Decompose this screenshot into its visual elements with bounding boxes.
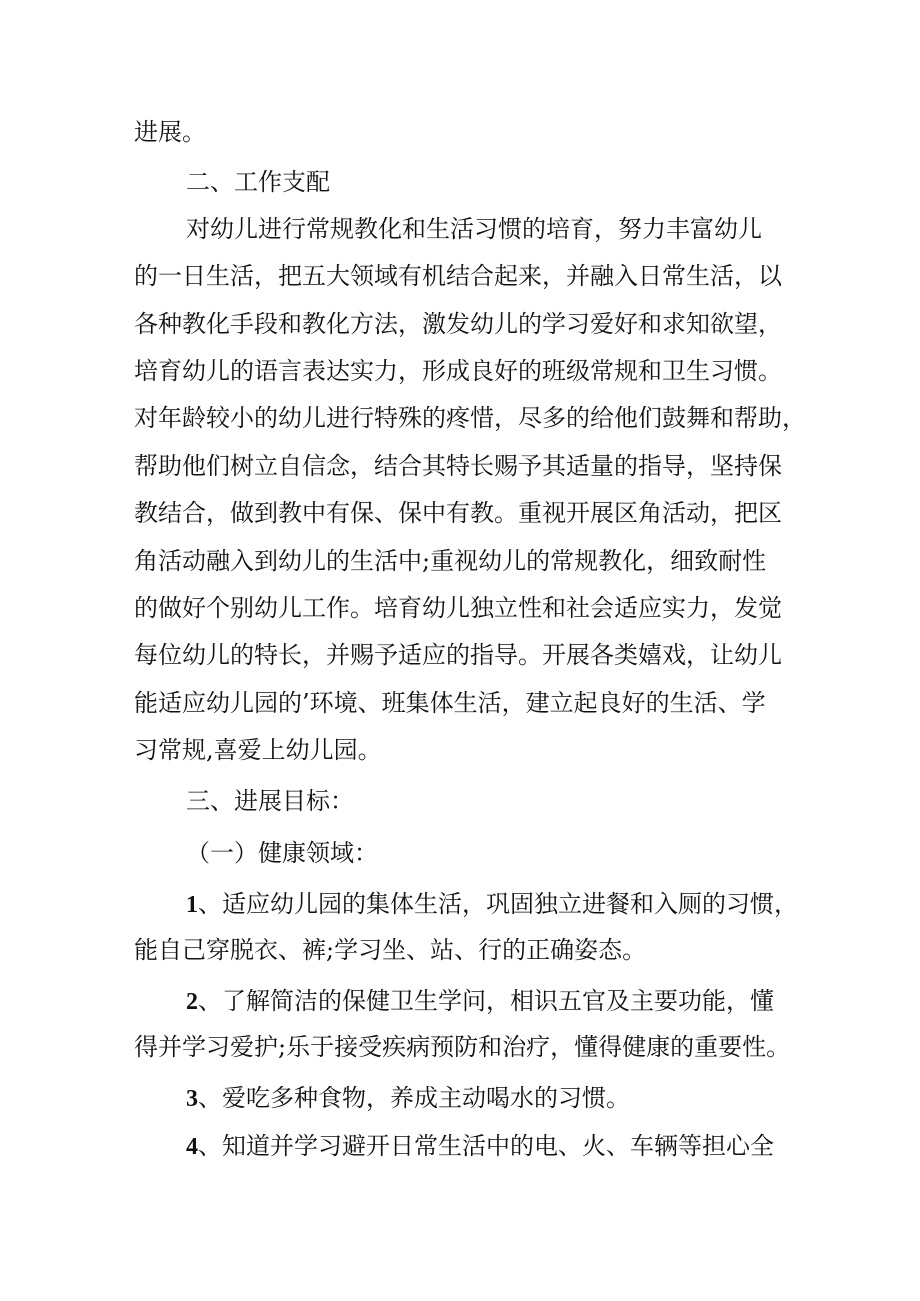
- list-item: [186, 986, 774, 1017]
- list-item-continuation: 能自己穿脱衣、裤;学习坐、站、行的正确姿态。: [134, 936, 647, 964]
- text-line: 的一日生活，把五大领域有机结合起来，并融入日常生活，以: [134, 262, 782, 290]
- item-number: 2: [186, 989, 198, 1015]
- text-line: 帮助他们树立自信念，结合其特长赐予其适量的指导，坚持保: [134, 452, 782, 480]
- text-line: 对年龄较小的幼儿进行特殊的疼惜，尽多的给他们鼓舞和帮助，: [134, 404, 806, 432]
- text-line: 习常规,喜爱上幼儿园。: [134, 736, 382, 764]
- list-item: [186, 1083, 630, 1114]
- text-line: 培育幼儿的语言表达实力，形成良好的班级常规和卫生习惯。: [134, 357, 782, 385]
- text-line: 对幼儿进行常规教化和生活习惯的培育，努力丰富幼儿: [186, 215, 762, 243]
- item-text: 、了解简洁的保健卫生学问，相识五官及主要功能，懂: [198, 987, 774, 1015]
- text-line: 各种教化手段和教化方法，激发幼儿的学习爱好和求知欲望，: [134, 310, 782, 338]
- item-number: 1: [186, 892, 198, 918]
- list-item-continuation: 得并学习爱护;乐于接受疾病预防和治疗，懂得健康的重要性。: [134, 1033, 791, 1061]
- section-heading: 三、进展目标：: [186, 787, 354, 815]
- text-line: 能适应幼儿园的’环境、班集体生活，建立起良好的生活、学: [134, 689, 766, 717]
- text-line: 的做好个别幼儿工作。培育幼儿独立性和社会适应实力，发觉: [134, 594, 782, 622]
- text-line: 进展。: [134, 118, 206, 146]
- item-number: 3: [186, 1086, 198, 1112]
- list-item: [186, 889, 798, 920]
- subsection-heading: （一）健康领域：: [186, 839, 378, 867]
- text-line: 教结合，做到教中有保、保中有教。重视开展区角活动，把区: [134, 499, 782, 527]
- list-item: [186, 1131, 774, 1162]
- item-text: 、知道并学习避开日常生活中的电、火、车辆等担心全: [198, 1132, 774, 1160]
- text-line: 每位幼儿的特长，并赐予适应的指导。开展各类嬉戏，让幼儿: [134, 641, 782, 669]
- text-line: 角活动融入到幼儿的生活中;重视幼儿的常规教化，细致耐性: [134, 547, 767, 575]
- section-heading: 二、工作支配: [186, 168, 330, 196]
- item-number: 4: [186, 1134, 198, 1160]
- item-text: 、适应幼儿园的集体生活，巩固独立进餐和入厕的习惯，: [198, 890, 798, 918]
- item-text: 、爱吃多种食物，养成主动喝水的习惯。: [198, 1084, 630, 1112]
